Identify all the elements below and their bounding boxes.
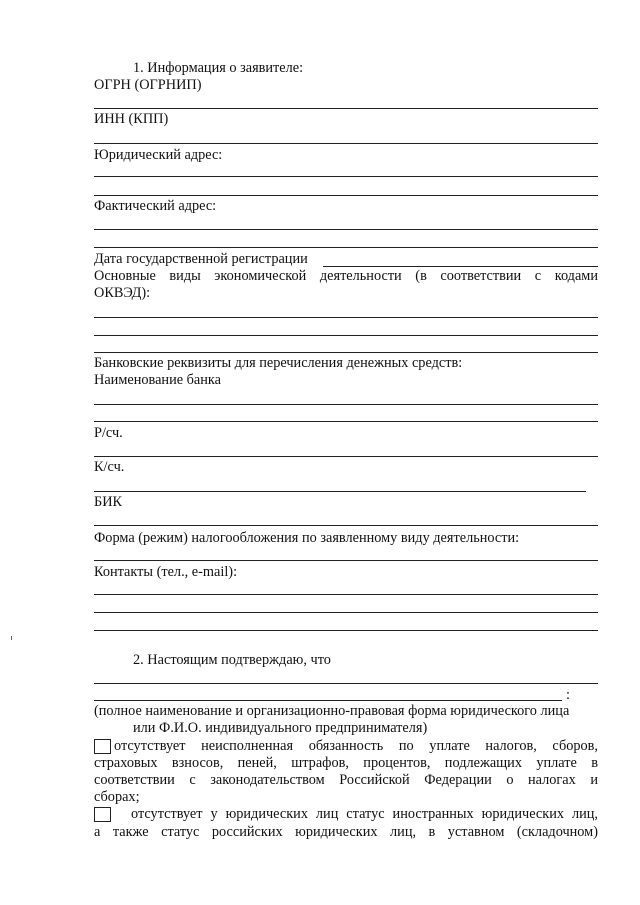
corr-account-line[interactable] <box>94 491 586 492</box>
bank-name-line-1[interactable] <box>94 404 598 405</box>
bik-line[interactable] <box>94 525 598 526</box>
contacts-line-2[interactable] <box>94 612 598 613</box>
activity-label-line-1: Основные виды экономической деятельности (в соответствии с кодами <box>94 268 598 284</box>
activity-label-line-2: ОКВЭД): <box>94 285 151 301</box>
actual-address-label: Фактический адрес: <box>94 198 217 214</box>
applicant-name-line-2[interactable] <box>94 700 562 701</box>
tax-form-label: Форма (режим) налогообложения по заявленному виду деятельности: <box>94 530 520 546</box>
item-2-text-line-2: а также статус российских юридических лиц, в уставном (складочном) <box>94 824 598 840</box>
applicant-name-colon: : <box>566 687 570 703</box>
registration-date-line[interactable] <box>323 266 598 267</box>
actual-address-line-1[interactable] <box>94 229 598 230</box>
bank-name-line-2[interactable] <box>94 421 598 422</box>
legal-address-line-2[interactable] <box>94 195 598 196</box>
item-2-text-line-1: отсутствует у юридических лиц статус иностранных юридических лиц, <box>131 806 598 822</box>
ogrn-field-line[interactable] <box>94 108 598 109</box>
contacts-label: Контакты (тел., e-mail): <box>94 564 238 580</box>
bik-label: БИК <box>94 494 123 510</box>
contacts-line-1[interactable] <box>94 594 598 595</box>
bank-details-label: Банковские реквизиты для перечисления денежных средств: <box>94 355 463 371</box>
item-1-text-line-4: сборах; <box>94 789 140 805</box>
ogrn-label: ОГРН (ОГРНИП) <box>94 77 202 93</box>
legal-address-label: Юридический адрес: <box>94 147 223 163</box>
item-1-text-line-2: страховых взносов, пеней, штрафов, процентов, подлежащих уплате в <box>94 755 598 771</box>
inn-field-line[interactable] <box>94 143 598 144</box>
contacts-line-3[interactable] <box>94 630 598 631</box>
tax-form-line[interactable] <box>94 560 598 561</box>
actual-address-line-2[interactable] <box>94 247 598 248</box>
item-1-text-line-1: отсутствует неисполненная обязанность по уплате налогов, сборов, <box>114 738 598 754</box>
activity-line-2[interactable] <box>94 335 598 336</box>
item-1-text-line-3: соответствии с законодательством Российской Федерации о налогах и <box>94 772 598 788</box>
inn-label: ИНН (КПП) <box>94 111 169 127</box>
item-1-checkbox[interactable] <box>94 739 111 754</box>
section-2-heading: 2. Настоящим подтверждаю, что <box>133 652 331 668</box>
applicant-name-hint-line-2: или Ф.И.О. индивидуального предпринимателя) <box>133 720 428 736</box>
activity-line-3[interactable] <box>94 352 598 353</box>
legal-address-line-1[interactable] <box>94 176 598 177</box>
activity-line-1[interactable] <box>94 317 598 318</box>
applicant-name-line-1[interactable] <box>94 683 598 684</box>
item-2-checkbox[interactable] <box>94 807 111 822</box>
section-1-heading: 1. Информация о заявителе: <box>133 60 304 76</box>
margin-mark <box>11 636 12 640</box>
item-1-first-line <box>94 738 598 755</box>
account-label: Р/сч. <box>94 425 123 441</box>
registration-date-label: Дата государственной регистрации <box>94 251 308 267</box>
bank-name-label: Наименование банка <box>94 372 221 388</box>
applicant-name-hint-line-1: (полное наименование и организационно-правовая форма юридического лица <box>94 703 570 719</box>
corr-account-label: К/сч. <box>94 459 125 475</box>
account-line[interactable] <box>94 456 598 457</box>
item-2-first-line <box>94 806 598 823</box>
